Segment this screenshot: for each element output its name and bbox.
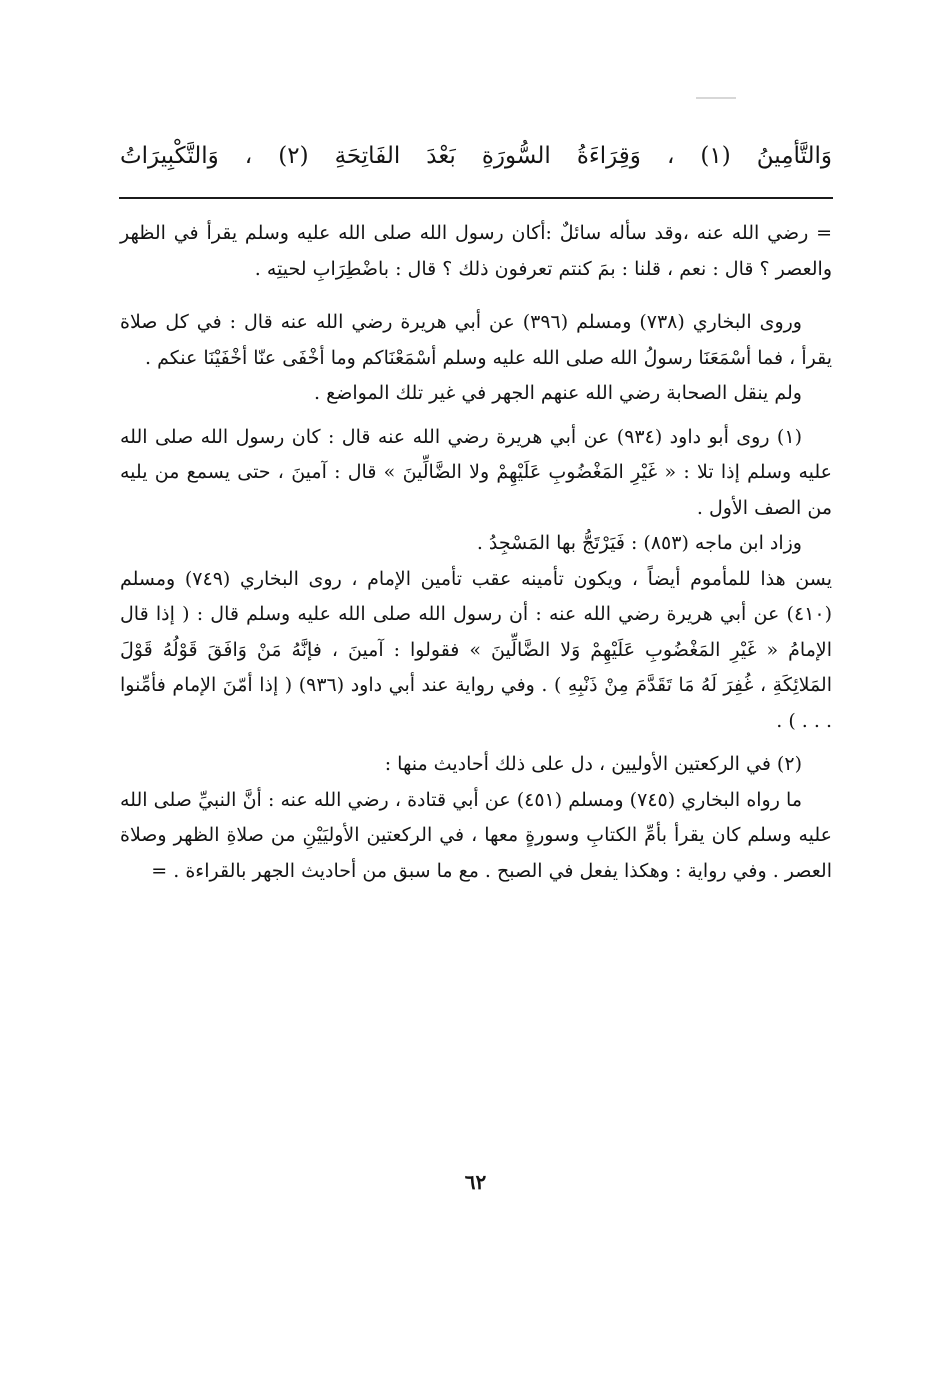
footnote-paragraph: ولم ينقل الصحابة رضي الله عنهم الجهر في غير تلك المواضع . [314,382,802,404]
footnote-paragraph: وروى البخاري (٧٣٨) ومسلم (٣٩٦) عن أبي هريرة رضي الله عنه قال : في كل صلاة يقرأ ، فما أسْمَعَنَا رسولُ الله صلى الله عليه وسلم أسْمَعْنَاكم وما أخْفَى عنّا أخْفَيْنَا عنكم . [120,311,832,369]
scan-artifact [696,97,736,99]
footnote-continuation: = رضي الله عنه ،وقد سأله سائلٌ :أكان رسول الله صلى الله عليه وسلم يقرأ في الظهر والعصر ؟ قال : نعم ، قلنا : بمَ كنتم تعرفون ذلك ؟ قال : باضْطِرَابِ لحيتِه . [120,222,832,280]
footnote-divider [119,197,833,199]
footnote-1: (١) روى أبو داود (٩٣٤) عن أبي هريرة رضي الله عنه قال : كان رسول الله صلى الله عليه وسلم إذا تلا : « غَيْرِ المَغْضُوبِ عَلَيْهِمْ ولا الضَّالِّينَ » قال : آمينَ ، حتى يسمع من يليه من الصف الأول . [120,425,832,519]
main-text-line: وَالتَّأمِينُ (١) ، وَقِرَاءَةُ السُّورَةِ بَعْدَ الفَاتِحَةِ (٢) ، وَالتَّكْبِيرَاتُ [120,143,832,169]
footnote-paragraph: ما رواه البخاري (٧٤٥) ومسلم (٤٥١) عن أبي قتادة ، رضي الله عنه : أنَّ النبيِّ صلى الله عليه وسلم كان يقرأ بأمِّ الكتابِ وسورةٍ معها ، في الركعتين الأوليَيْنِ من صلاةِ الظهر وصلاة العصر . وفي رواية : وهكذا يفعل في الصبح . مع ما سبق من أحاديث الجهر بالقراءة . = [120,788,832,882]
footnote-paragraph: يسن هذا للمأموم أيضاً ، ويكون تأمينه عقب تأمين الإمام ، روى البخاري (٧٤٩) ومسلم (٤١٠) عن أبي هريرة رضي الله عنه : أن رسول الله صلى الله عليه وسلم قال : ( إذا قال الإمامُ « غَيْرِ المَغْضُوبِ عَلَيْهِمْ وَلا الضَّالِّينَ » فقولوا : آمينَ ، فإنَّهُ مَنْ وَافَقَ قَوْلُهُ قَوْلَ المَلائِكَةِ ، غُفِرَ لَهُ مَا تَقَدَّمَ مِنْ ذَنْبِهِ ) . وفي رواية عند أبي داود (٩٣٦) ( إذا أمّنَ الإمام فأمِّنوا . . . ) . [120,567,832,732]
footnotes-block [120,216,832,889]
page-number: ٦٢ [464,1170,487,1194]
footnote-paragraph: وزاد ابن ماجه (٨٥٣) : فَيَرْتَجُّ بها المَسْجِدُ . [476,532,802,554]
footnote-2: (٢) في الركعتين الأوليين ، دل على ذلك أحاديث منها : [384,753,802,775]
